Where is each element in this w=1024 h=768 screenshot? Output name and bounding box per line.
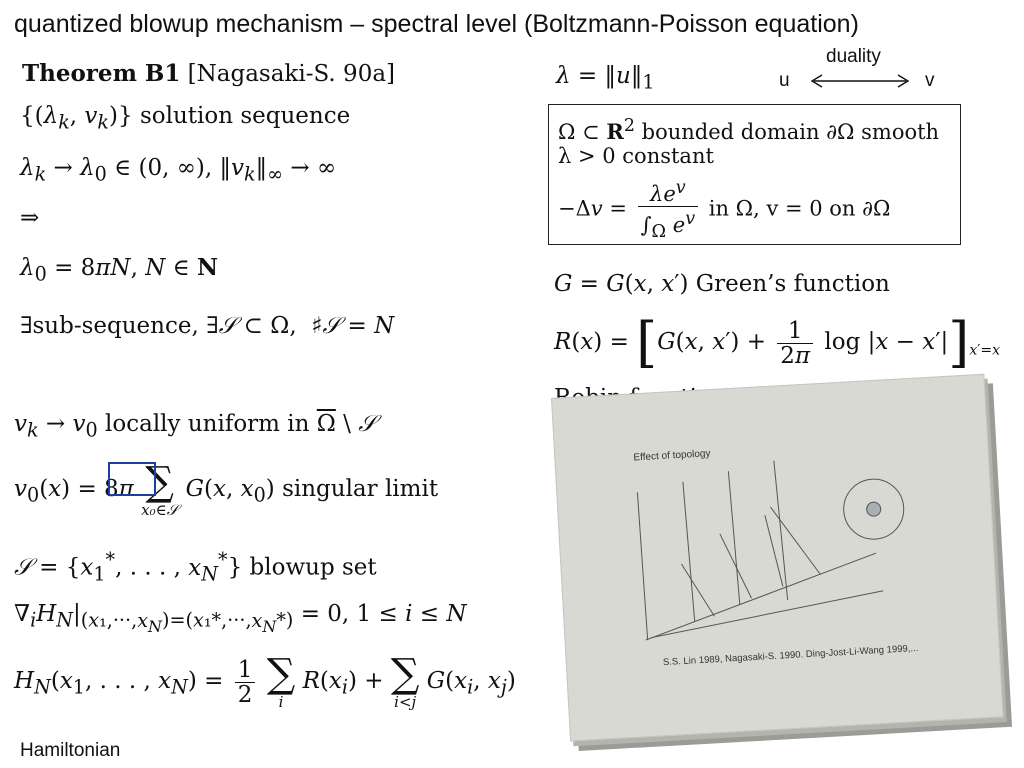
inverse-2pi-fraction: $\frac{1}{2\pi}$	[777, 319, 813, 368]
critical-point-line: $\nabla_iH_N|_{(x_1,\cdot\cdot\cdot,x_N)=(x_1*,\cdot\cdot\cdot,x_N*)} = 0$, 1 ≤ i ≤ N	[14, 601, 467, 636]
green-function-text: Green’s function	[695, 271, 890, 297]
hamiltonian-caption: Hamiltonian	[20, 740, 121, 761]
implies-symbol: ⇒	[20, 205, 40, 231]
duality-label: duality	[826, 46, 881, 67]
locally-uniform-text: locally uniform in	[105, 411, 310, 437]
sequence-text: solution sequence	[139, 103, 351, 129]
duality-v-label: v	[925, 70, 935, 91]
blowup-set-line: 𝒮 = {$x_1^*$, . . . , $x_N^*$} blowup set	[14, 548, 377, 586]
quantization-line: $\lambda_0 = 8\pi N$, N ∈ N	[20, 254, 218, 286]
uniform-convergence-line: $v_k \to v_0$ locally uniform in $\overline{\Omega}$ \ 𝒮	[14, 411, 377, 442]
green-function-line: G = G(x, x′) Green’s function	[554, 271, 890, 297]
sum-symbol: ∑ x₀∈𝒮	[141, 459, 179, 519]
equation-tail: in Ω, v = 0 on ∂Ω	[708, 196, 891, 221]
robin-formula: R(x) = [G(x, x′) + $\frac{1}{2\pi}$ $\log |x - x'|]_{x'=x}$	[554, 311, 1001, 374]
domain-text: bounded domain ∂Ω smooth	[641, 120, 940, 144]
singular-limit-line: $v_0(x) = 8\pi$ ∑ x₀∈𝒮 G(x, $x_0$) singular limit	[14, 459, 439, 519]
limit-line: $\lambda_k \to \lambda_0$ ∈ (0, ∞), $‖v_k‖_\infty$ → ∞	[20, 155, 337, 186]
poisson-equation: −Δv = $\frac{\lambda e^v}{\int_\Omega e^v}$ in Ω, v = 0 on ∂Ω	[558, 178, 891, 243]
theorem-title: Theorem B1	[22, 60, 181, 87]
double-arrow-icon	[808, 72, 912, 90]
photo-citation: S.S. Lin 1989, Nagasaki-S. 1990. Ding-Jost-Li-Wang 1999,...	[662, 642, 919, 669]
domain-line: Ω ⊂ $R^2$ bounded domain ∂Ω smooth	[558, 116, 940, 144]
theorem-heading	[22, 60, 395, 88]
equation-fraction: $\frac{\lambda e^v}{\int_\Omega e^v}$	[638, 176, 698, 244]
topology-sketch	[552, 375, 1002, 741]
sum-i-symbol: ∑ i	[266, 651, 296, 711]
singular-limit-text: singular limit	[282, 476, 439, 502]
subsequence-line: ∃sub-sequence, ∃𝒮 ⊂ Ω, ♯𝒮 = N	[20, 313, 395, 339]
photo-heading: Effect of topology	[633, 448, 711, 464]
theorem-citation: [Nagasaki-S. 90a]	[187, 61, 396, 87]
topology-photo	[551, 374, 1004, 742]
sequence-line: {($\lambda_k$, $v_k$)} solution sequence	[20, 103, 351, 134]
hamiltonian-formula: $H_N(x_1$, . . . , $x_N$) = $\frac{1}{2}$ ∑ i $R(x_i)$ + ∑ i<j $G(x_i$, $x_j$)	[14, 651, 516, 711]
blowup-set-text: blowup set	[249, 554, 377, 581]
slide-title: quantized blowup mechanism – spectral level (Boltzmann-Poisson equation)	[14, 10, 859, 38]
sum-ij-symbol: ∑ i<j	[390, 651, 420, 711]
lambda-definition: $\lambda = ‖u‖_1$	[556, 63, 655, 94]
half-fraction: $\frac{1}{2}$	[235, 658, 256, 707]
constant-line: λ > 0 constant	[558, 144, 714, 168]
duality-u-label: u	[779, 70, 790, 91]
highlight-box-8pi	[108, 462, 156, 496]
